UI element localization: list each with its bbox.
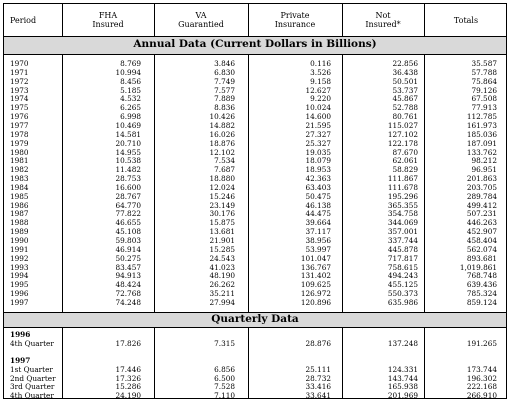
year-cell: 1991 [10, 244, 29, 254]
table-row [4, 87, 506, 96]
table-row [4, 392, 506, 401]
totals-cell: 507.231 [466, 209, 497, 219]
totals-cell: 499.412 [466, 200, 497, 210]
year-cell: 1996 [10, 289, 29, 299]
not-insured-cell: 455.125 [387, 280, 418, 290]
fha-cell: 10.538 [115, 156, 141, 166]
year-cell: 1974 [10, 94, 29, 104]
fha-cell: 50.275 [115, 253, 141, 263]
va-cell: 7.687 [214, 165, 235, 175]
private-cell: 9.220 [310, 94, 331, 104]
private-cell: 42.363 [305, 174, 331, 184]
not-insured-cell: 115.027 [387, 120, 418, 130]
fha-cell: 46.655 [115, 218, 141, 228]
header-not-insured-line2: Insured* [365, 20, 401, 29]
not-insured-cell: 201.969 [387, 390, 418, 400]
quarterly-section-title: Quarterly Data [211, 313, 299, 325]
header-fha-line1: FHA [98, 11, 118, 20]
va-cell: 3.846 [214, 59, 235, 68]
private-cell: 101.047 [300, 253, 331, 263]
totals-cell: 1,019.861 [459, 262, 497, 272]
fha-cell: 17.446 [115, 365, 141, 374]
private-cell: 39.664 [305, 218, 331, 228]
not-insured-cell: 635.986 [387, 297, 418, 307]
totals-cell: 203.705 [466, 182, 497, 192]
table-row [4, 210, 506, 219]
not-insured-cell: 337.744 [387, 236, 418, 245]
not-insured-cell: 354.758 [387, 209, 418, 219]
private-cell: 120.896 [300, 297, 331, 307]
not-insured-cell: 195.296 [387, 191, 418, 201]
totals-cell: 458.404 [466, 236, 497, 245]
year-cell: 1978 [10, 129, 29, 139]
not-insured-cell: 357.001 [387, 227, 418, 237]
table-row [4, 299, 506, 308]
totals-cell: 266.910 [466, 390, 497, 400]
table-row [4, 219, 506, 228]
fha-cell: 59.803 [115, 236, 141, 245]
table-row [4, 375, 506, 384]
va-cell: 26.262 [209, 280, 235, 290]
not-insured-cell: 137.248 [387, 339, 418, 348]
not-insured-cell: 111.867 [387, 174, 418, 184]
va-cell: 7.534 [214, 156, 235, 166]
private-cell: 50.475 [305, 191, 331, 201]
fha-cell: 74.248 [115, 297, 141, 307]
private-cell: 18.079 [305, 156, 331, 166]
header-not-insured [342, 11, 424, 29]
year-cell: 1990 [10, 236, 29, 245]
not-insured-cell: 53.737 [392, 85, 418, 95]
totals-cell: 98.212 [471, 156, 497, 166]
period-cell: 3rd Quarter [10, 382, 55, 391]
totals-cell: 196.302 [466, 373, 497, 383]
va-cell: 15.246 [209, 191, 235, 201]
va-cell: 6.830 [214, 67, 235, 77]
private-cell: 53.997 [305, 244, 331, 254]
va-cell: 12.024 [209, 182, 235, 192]
private-cell: 126.972 [300, 289, 331, 299]
va-cell: 10.426 [209, 112, 235, 122]
table-row [4, 157, 506, 166]
totals-cell: 639.436 [466, 280, 497, 290]
table-row [4, 95, 506, 104]
private-cell: 44.475 [305, 209, 331, 219]
header-totals: Totals [453, 16, 479, 25]
table-row [4, 149, 506, 158]
table-row [4, 281, 506, 290]
private-cell: 131.402 [300, 271, 331, 281]
table-row [4, 366, 506, 375]
totals-cell: 446.263 [466, 218, 497, 228]
va-cell: 18.876 [209, 138, 235, 148]
table-row [4, 166, 506, 175]
year-cell: 1979 [10, 138, 29, 148]
private-cell: 25.111 [305, 365, 331, 374]
private-cell: 10.024 [305, 103, 331, 113]
table-row [4, 193, 506, 202]
totals-cell: 161.973 [466, 120, 497, 130]
not-insured-cell: 165.938 [387, 382, 418, 391]
va-cell: 7.315 [214, 339, 235, 348]
va-cell: 15.285 [209, 244, 235, 254]
private-cell: 109.625 [300, 280, 331, 290]
fha-cell: 8.456 [120, 76, 141, 86]
table-row [4, 255, 506, 264]
table-row [4, 113, 506, 122]
year-label: 1997 [10, 356, 31, 365]
not-insured-cell: 122.178 [387, 138, 418, 148]
annual-band-rule [4, 54, 506, 55]
table-row [4, 246, 506, 255]
header-private [248, 11, 342, 29]
private-cell: 33.641 [305, 390, 331, 400]
va-cell: 12.102 [209, 147, 235, 157]
not-insured-cell: 445.878 [387, 244, 418, 254]
table-row [4, 264, 506, 273]
fha-cell: 14.581 [115, 129, 141, 139]
fha-cell: 20.710 [115, 138, 141, 148]
private-cell: 12.627 [305, 85, 331, 95]
private-cell: 28.876 [305, 339, 331, 348]
fha-cell: 28.753 [115, 174, 141, 184]
year-cell: 1994 [10, 271, 29, 281]
quarterly-band-rule [4, 327, 506, 328]
totals-cell: 79.126 [471, 85, 497, 95]
private-cell: 63.403 [305, 182, 331, 192]
totals-cell: 859.124 [466, 297, 497, 307]
year-cell: 1971 [10, 67, 29, 77]
table-row [4, 383, 506, 392]
private-cell: 0.116 [310, 59, 331, 68]
table-row [4, 237, 506, 246]
table-row [4, 202, 506, 211]
fha-cell: 24.190 [115, 390, 141, 400]
year-cell: 1976 [10, 112, 29, 122]
not-insured-cell: 494.243 [387, 271, 418, 281]
table-row [4, 175, 506, 184]
fha-cell: 10.469 [115, 120, 141, 130]
quarterly-row-1996-q4 [4, 340, 506, 349]
not-insured-cell: 80.761 [392, 112, 418, 122]
fha-cell: 83.457 [115, 262, 141, 272]
header-private-line2: Insurance [274, 20, 316, 29]
not-insured-cell: 124.331 [387, 365, 418, 374]
quarterly-year-1996 [4, 331, 506, 340]
not-insured-cell: 50.501 [392, 76, 418, 86]
year-cell: 1987 [10, 209, 29, 219]
va-cell: 27.994 [209, 297, 235, 307]
private-cell: 38.956 [305, 236, 331, 245]
table-row [4, 131, 506, 140]
not-insured-cell: 58.829 [392, 165, 418, 175]
va-cell: 14.882 [209, 120, 235, 130]
not-insured-cell: 111.678 [387, 182, 418, 192]
totals-cell: 67.508 [471, 94, 497, 104]
year-cell: 1997 [10, 297, 29, 307]
year-cell: 1989 [10, 227, 29, 237]
not-insured-cell: 143.744 [387, 373, 418, 383]
fha-cell: 45.108 [115, 227, 141, 237]
table-row [4, 69, 506, 78]
totals-cell: 452.907 [466, 227, 497, 237]
period-cell: 2nd Quarter [10, 373, 56, 383]
totals-cell: 289.784 [466, 191, 497, 201]
annual-section-title: Annual Data (Current Dollars in Billions) [133, 38, 377, 50]
va-cell: 7.577 [214, 85, 235, 95]
header-not-insured-line1: Not [375, 11, 391, 20]
va-cell: 48.190 [209, 271, 235, 281]
va-cell: 7.749 [214, 76, 235, 86]
va-cell: 18.880 [209, 174, 235, 184]
not-insured-cell: 717.817 [387, 253, 418, 263]
period-cell: 1st Quarter [10, 365, 53, 374]
totals-cell: 768.748 [466, 271, 497, 281]
va-cell: 23.149 [209, 200, 235, 210]
fha-cell: 16.600 [115, 182, 141, 192]
year-cell: 1980 [10, 147, 29, 157]
totals-cell: 201.863 [466, 174, 497, 184]
private-cell: 33.416 [305, 382, 331, 391]
year-cell: 1981 [10, 156, 29, 166]
va-cell: 41.023 [209, 262, 235, 272]
private-cell: 9.158 [310, 76, 331, 86]
fha-cell: 64.770 [115, 200, 141, 210]
year-cell: 1972 [10, 76, 29, 86]
totals-cell: 785.324 [466, 289, 497, 299]
not-insured-cell: 127.102 [387, 129, 418, 139]
header-fha [62, 11, 154, 29]
totals-cell: 187.091 [466, 138, 497, 148]
private-cell: 14.600 [305, 112, 331, 122]
va-cell: 16.026 [209, 129, 235, 139]
va-cell: 8.836 [214, 103, 235, 113]
year-cell: 1986 [10, 200, 29, 210]
va-cell: 7.528 [214, 382, 235, 391]
not-insured-cell: 87.670 [392, 147, 418, 157]
not-insured-cell: 36.438 [392, 67, 418, 77]
year-cell: 1975 [10, 103, 29, 113]
not-insured-cell: 22.856 [392, 59, 418, 68]
totals-cell: 185.036 [466, 129, 497, 139]
not-insured-cell: 45.867 [392, 94, 418, 104]
table-row [4, 104, 506, 113]
year-cell: 1992 [10, 253, 29, 263]
fha-cell: 17.326 [115, 373, 141, 383]
totals-cell: 35.587 [471, 59, 497, 68]
year-cell: 1970 [10, 59, 29, 68]
fha-cell: 10.994 [115, 67, 141, 77]
not-insured-cell: 550.373 [387, 289, 418, 299]
table-row [4, 78, 506, 87]
fha-cell: 14.955 [115, 147, 141, 157]
private-cell: 37.117 [305, 227, 331, 237]
fha-cell: 6.998 [120, 112, 141, 122]
year-cell: 1977 [10, 120, 29, 130]
period-cell: 4th Quarter [10, 390, 54, 400]
table-row [4, 122, 506, 131]
totals-cell: 191.265 [466, 339, 497, 348]
year-cell: 1993 [10, 262, 29, 272]
private-cell: 46.138 [305, 200, 331, 210]
table-row [4, 140, 506, 149]
private-cell: 18.953 [305, 165, 331, 175]
fha-cell: 28.767 [115, 191, 141, 201]
va-cell: 7.889 [214, 94, 235, 104]
quarterly-year-1997 [4, 357, 506, 366]
va-cell: 21.901 [209, 236, 235, 245]
totals-cell: 562.074 [466, 244, 497, 254]
year-label: 1996 [10, 330, 31, 339]
private-cell: 136.767 [300, 262, 331, 272]
not-insured-cell: 344.069 [387, 218, 418, 228]
va-cell: 15.875 [209, 218, 235, 228]
totals-cell: 893.681 [466, 253, 497, 263]
va-cell: 30.176 [209, 209, 235, 219]
va-cell: 7.110 [214, 390, 235, 400]
private-cell: 21.595 [305, 120, 331, 130]
table-row [4, 60, 506, 69]
private-cell: 25.327 [305, 138, 331, 148]
private-cell: 28.732 [305, 373, 331, 383]
table-row [4, 184, 506, 193]
fha-cell: 5.185 [120, 85, 141, 95]
fha-cell: 17.826 [115, 339, 141, 348]
not-insured-cell: 758.615 [387, 262, 418, 272]
va-cell: 6.856 [214, 365, 235, 374]
fha-cell: 77.822 [115, 209, 141, 219]
table-row [4, 290, 506, 299]
fha-cell: 72.768 [115, 289, 141, 299]
private-cell: 3.526 [310, 67, 331, 77]
va-cell: 35.211 [209, 289, 235, 299]
header-fha-line2: Insured [92, 20, 124, 29]
header-va-line2: Guarantied [178, 20, 224, 29]
not-insured-cell: 52.788 [392, 103, 418, 113]
fha-cell: 11.482 [115, 165, 141, 175]
va-cell: 13.681 [209, 227, 235, 237]
header-va [154, 11, 248, 29]
fha-cell: 4.532 [120, 94, 141, 104]
totals-cell: 133.762 [466, 147, 497, 157]
header-private-line1: Private [280, 11, 310, 20]
table-row [4, 272, 506, 281]
totals-cell: 173.744 [466, 365, 497, 374]
year-cell: 1984 [10, 182, 29, 192]
header-rule [4, 36, 506, 37]
fha-cell: 8.769 [120, 59, 141, 68]
private-cell: 27.327 [305, 129, 331, 139]
not-insured-cell: 365.355 [387, 200, 418, 210]
va-cell: 24.543 [209, 253, 235, 263]
year-cell: 1995 [10, 280, 29, 290]
fha-cell: 46.914 [115, 244, 141, 254]
year-cell: 1982 [10, 165, 29, 175]
totals-cell: 222.168 [466, 382, 497, 391]
va-cell: 6.500 [214, 373, 235, 383]
year-cell: 1988 [10, 218, 29, 228]
data-table [3, 3, 507, 399]
period-cell: 4th Quarter [10, 339, 54, 348]
header-period: Period [10, 16, 37, 25]
table-row [4, 228, 506, 237]
fha-cell: 15.286 [115, 382, 141, 391]
header-va-line1: VA [195, 11, 207, 20]
fha-cell: 94.913 [115, 271, 141, 281]
totals-cell: 96.951 [471, 165, 497, 175]
private-cell: 19.035 [305, 147, 331, 157]
fha-cell: 6.265 [120, 103, 141, 113]
year-cell: 1983 [10, 174, 29, 184]
totals-cell: 77.913 [471, 103, 497, 113]
not-insured-cell: 62.061 [392, 156, 418, 166]
totals-cell: 75.864 [471, 76, 497, 86]
totals-cell: 112.785 [466, 112, 497, 122]
year-cell: 1985 [10, 191, 29, 201]
totals-cell: 57.788 [471, 67, 497, 77]
fha-cell: 48.424 [115, 280, 141, 290]
year-cell: 1973 [10, 85, 29, 95]
